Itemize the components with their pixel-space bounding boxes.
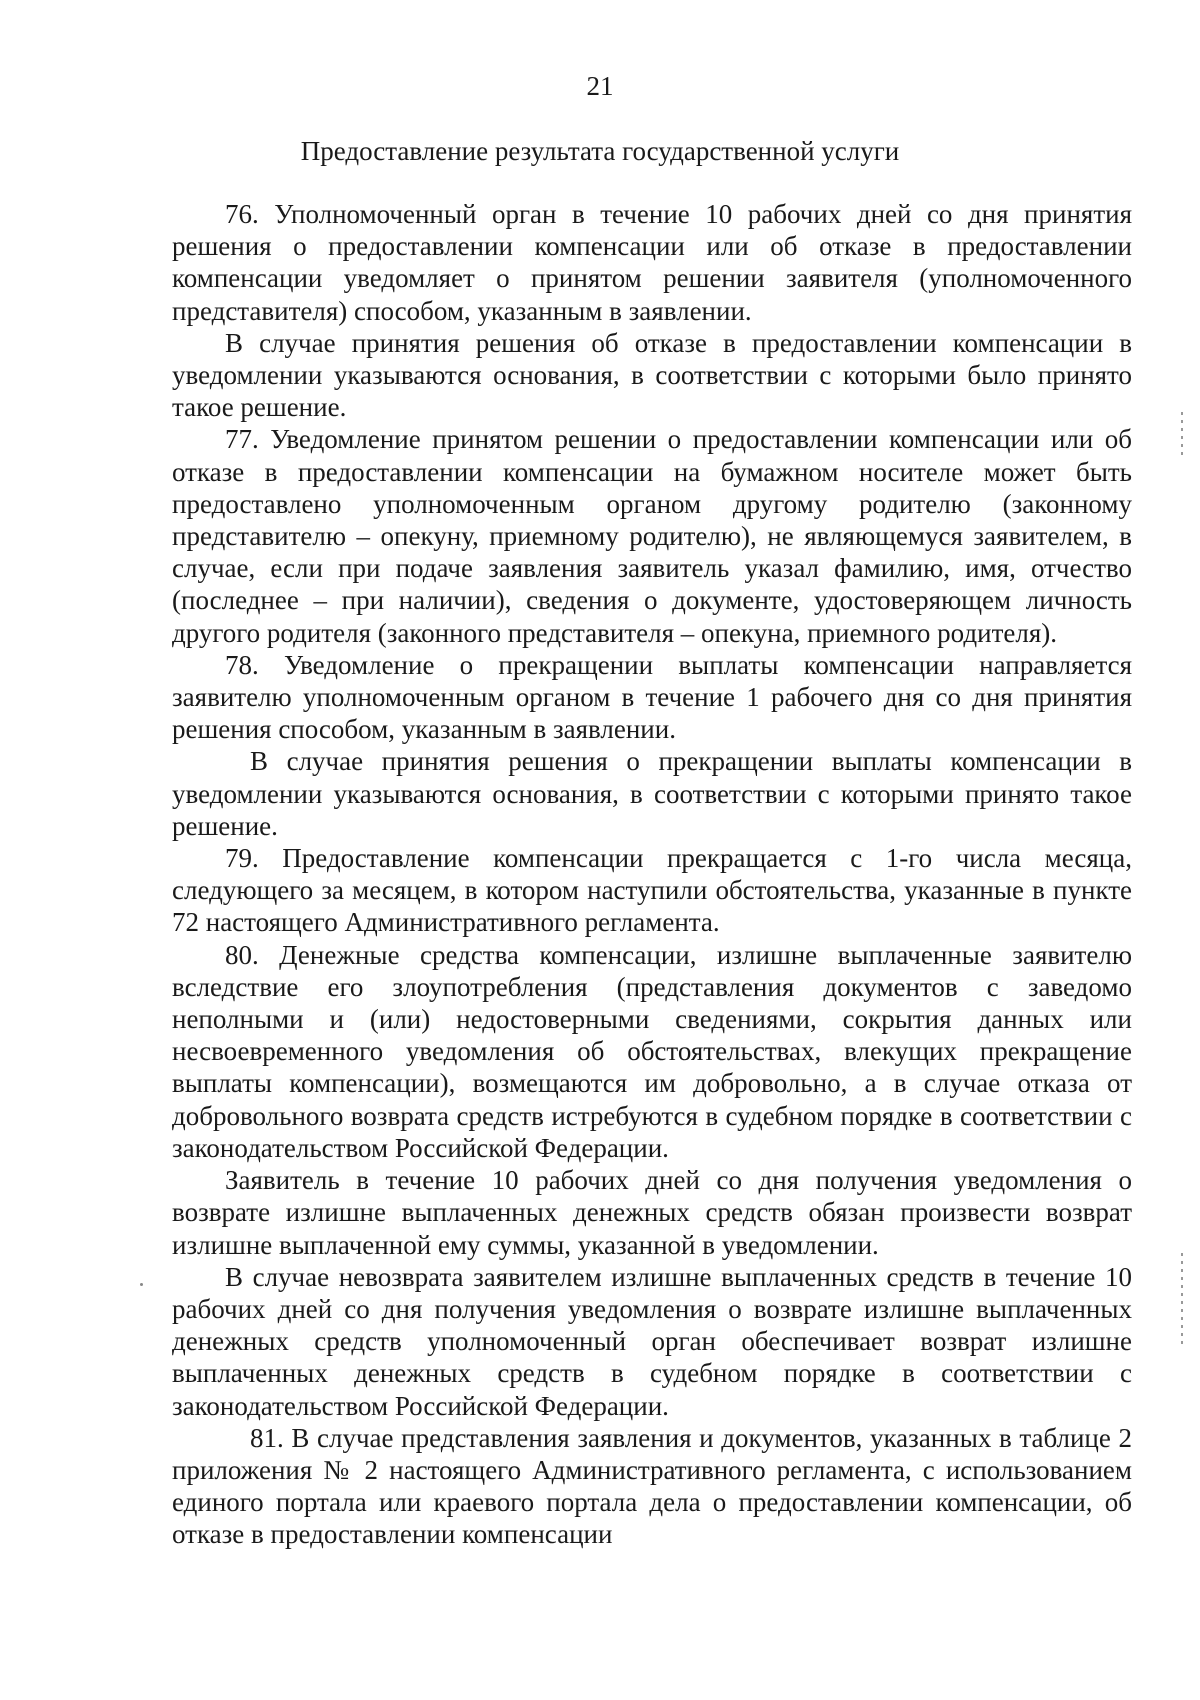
section-title: Предоставление результата государственной услуги <box>300 136 900 166</box>
paragraph-78-termination: В случае принятия решения о прекращении выплаты компенсации в уведомлении указываются основания, в соответствии с которыми принято такое решение. <box>172 746 1132 841</box>
document-body <box>172 198 1132 1551</box>
scan-speck <box>140 1283 143 1286</box>
paragraph-78: 78. Уведомление о прекращении выплаты компенсации направляется заявителю уполномоченным органом в течение 1 рабочего дня со дня принятия решения способом, указанным в заявлении. <box>172 649 1132 745</box>
paragraph-80-return: Заявитель в течение 10 рабочих дней со дня получения уведомления о возврате излишне выплаченных денежных средств обязан произвести возврат излишне выплаченной ему суммы, указанной в уведомлении. <box>172 1165 1132 1260</box>
scan-edge-mark <box>1181 412 1183 456</box>
paragraph-80-court: В случае невозврата заявителем излишне выплаченных средств в течение 10 рабочих дней со дня получения уведомления о возврате излишне выплаченных денежных средств уполномоченный орган обеспечивает возврат излишне выплаченных денежных средств в судебном порядке в соответствии с законодательством Российской Федерации. <box>172 1261 1132 1421</box>
paragraph-79: 79. Предоставление компенсации прекращается с 1-го числа месяца, следующего за месяцем, в котором наступили обстоятельства, указанные в пункте 72 настоящего Административного регламента. <box>172 843 1132 938</box>
paragraph-81: 81. В случае представления заявления и документов, указанных в таблице 2 приложения № 2 настоящего Административного регламента, с использованием единого портала или краевого портала дела о предоставлении компенсации, об отказе в предоставлении компенсации <box>172 1422 1132 1550</box>
scan-edge-mark <box>1181 1253 1183 1348</box>
paragraph-80: 80. Денежные средства компенсации, излишне выплаченные заявителю вследствие его злоупотребления (представления документов с заведомо неполными и (или) недостоверными сведениями, сокрытия данных или несвоевременного уведомления об обстоятельствах, влекущих прекращение выплаты компенсации), возмещаются им добровольно, а в случае отказа от добровольного возврата средств истребуются в судебном порядке в соответствии с законодательством Российской Федерации. <box>172 939 1132 1163</box>
paragraph-77: 77. Уведомление принятом решении о предоставлении компенсации или об отказе в предоставлении компенсации на бумажном носителе может быть предоставлено уполномоченным органом другому родителю (законному представителю – опекуну, приемному родителю), не являющемуся заявителем, в случае, если при подаче заявления заявитель указал фамилию, имя, отчество (последнее – при наличии), сведения о документе, удостоверяющем личность другого родителя (законного представителя – опекуна, приемного родителя). <box>172 424 1132 648</box>
paragraph-76: 76. Уполномоченный орган в течение 10 рабочих дней со дня принятия решения о предоставлении компенсации или об отказе в предоставлении компенсации уведомляет о принятом решении заявителя (уполномоченного представителя) способом, указанным в заявлении. <box>172 199 1132 326</box>
page-number: 21 <box>586 71 614 101</box>
paragraph-76-refusal: В случае принятия решения об отказе в предоставлении компенсации в уведомлении указываются основания, в соответствии с которыми было принято такое решение. <box>172 327 1132 423</box>
